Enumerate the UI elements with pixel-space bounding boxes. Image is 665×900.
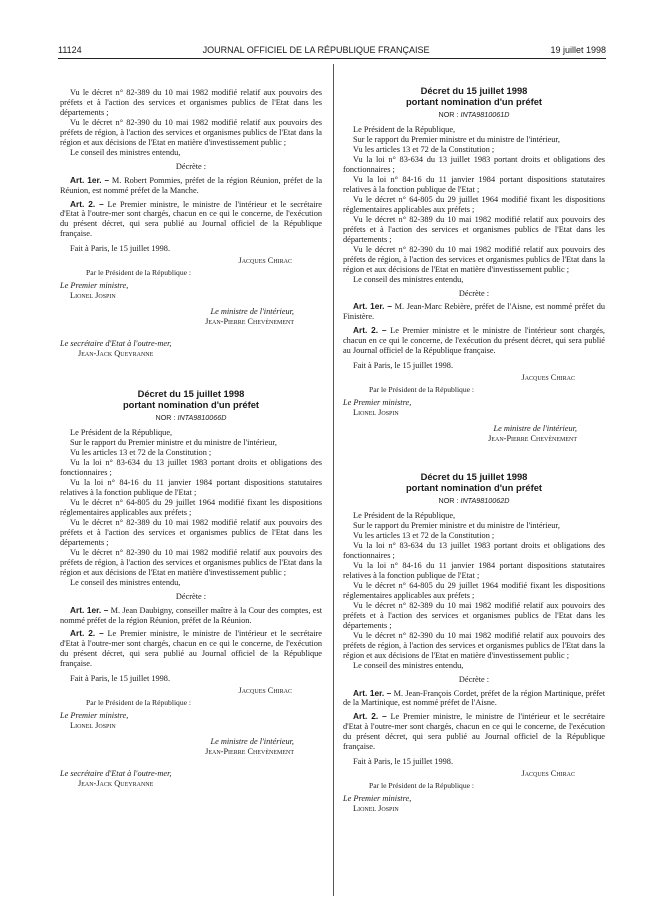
decree-para: Vu la loi n° 83-634 du 13 juillet 1983 portant droits et obligations des fonctionnaires ; <box>60 458 322 478</box>
decrete-label: Décrète : <box>175 161 207 171</box>
article-label: Art. 1er. – <box>353 687 392 698</box>
signer-title: Le Premier ministre, <box>343 398 412 408</box>
page-header <box>58 45 606 55</box>
minister-signature <box>60 307 294 327</box>
decree-title-line: portant nomination d'un préfet <box>405 95 543 107</box>
article-text: M. Robert Pommies, préfet de la région Réunion, préfet de la Réunion, est nommé préfet de la Manche. <box>60 175 323 195</box>
right-column <box>343 86 605 814</box>
signer-name: Jean-Pierre Chevènement <box>488 434 577 444</box>
article-text: Le Premier ministre, le ministre de l'intérieur et le secrétaire d'Etat à l'outre-mer sont chargés, chacun en ce qui le concerne, de l'exécution du présent décret, qui sera publié au Journal officiel de la République française. <box>60 629 322 669</box>
decree-para: Vu le décret n° 82-390 du 10 mai 1982 modifié relatif aux pouvoirs des préfets de région, à l'action des services et organismes publics de l'Etat dans la région et aux décisions de l'Etat en matière d'investissement public ; <box>60 547 322 577</box>
article-2 <box>343 712 605 752</box>
secretary-signature <box>60 339 322 359</box>
nor-label: NOR : <box>155 412 176 422</box>
decree-para: Sur le rapport du Premier ministre et du ministre de l'intérieur, <box>70 438 277 448</box>
signer-title: Le Premier ministre, <box>60 711 129 721</box>
page-number: 11124 <box>58 45 82 55</box>
article-1 <box>60 606 322 626</box>
article-text: Le Premier ministre et le ministre de l'intérieur sont chargés, chacun en ce qui le concerne, de l'exécution du présent décret, qui sera publié au Journal officiel de la République française. <box>343 326 605 356</box>
decree-para: Vu le décret n° 82-390 du 10 mai 1982 modifié relatif aux pouvoirs des préfets de région, à l'action des services et organismes publics de l'Etat dans la région et aux décisions de l'Etat en matière d'investissement public ; <box>343 244 605 274</box>
prime-minister-signature <box>60 281 322 301</box>
article-label: Art. 2. – <box>353 325 387 336</box>
article-label: Art. 1er. – <box>353 301 392 312</box>
decree-title <box>343 472 605 494</box>
par-le-president: Par le Président de la République : <box>369 385 475 395</box>
decree-title-line: portant nomination d'un préfet <box>122 398 260 410</box>
column-divider <box>333 64 334 896</box>
nor-label: NOR : <box>438 109 459 119</box>
decree-para: Vu le décret n° 82-389 du 10 mai 1982 modifié relatif aux pouvoirs des préfets et à l'action des services et organismes publics de l'Etat dans les départements ; <box>60 517 322 547</box>
decree-para: Vu la loi n° 84-16 du 11 janvier 1984 portant dispositions statutaires relatives à la fonction publique de l'Etat ; <box>343 175 605 194</box>
decree-para: Vu les articles 13 et 72 de la Constitution ; <box>70 448 212 458</box>
article-text: Le Premier ministre, le ministre de l'intérieur et le secrétaire d'Etat à l'outre-mer sont chargés, chacun en ce qui le concerne, de l'exécution du présent décret, qui sera publié au Journal officiel de la République française. <box>60 199 322 239</box>
decree-para: Vu la loi n° 84-16 du 11 janvier 1984 portant dispositions statutaires relatives à la fonction publique de l'Etat ; <box>343 561 605 581</box>
signer-title: Le secrétaire d'Etat à l'outre-mer, <box>60 339 172 349</box>
journal-title: JOURNAL OFFICIEL DE LA RÉPUBLIQUE FRANÇAISE <box>202 45 430 55</box>
article-label: Art. 2. – <box>70 628 104 639</box>
decree-para: Le Président de la République, <box>353 511 456 521</box>
decree-para: Sur le rapport du Premier ministre et du ministre de l'intérieur, <box>353 135 560 145</box>
signer-title: Le ministre de l'intérieur, <box>210 307 294 317</box>
article-2 <box>60 629 322 669</box>
header-rule <box>58 58 606 59</box>
decrete-label: Décrète : <box>458 674 490 684</box>
decree-para: Le conseil des ministres entendu, <box>70 577 181 587</box>
signer-title: Le Premier ministre, <box>60 281 129 291</box>
decree-para: Vu la loi n° 84-16 du 11 janvier 1984 portant dispositions statutaires relatives à la fonction publique de l'Etat ; <box>60 478 322 498</box>
par-le-president: Par le Président de la République : <box>86 698 192 708</box>
signer-name: Jean-Jack Queyranne <box>78 349 154 359</box>
signer-name: Jean-Pierre Chevènement <box>205 747 294 757</box>
nor-reference <box>343 497 605 506</box>
nor-code: INTA9810066D <box>177 412 227 422</box>
signer-title: Le Premier ministre, <box>343 794 412 804</box>
president-signature: Jacques Chirac <box>238 256 292 266</box>
article-label: Art. 1er. – <box>70 174 110 185</box>
left-column <box>60 88 322 789</box>
intro-para: Vu le décret n° 82-390 du 10 mai 1982 modifié relatif aux pouvoirs des préfets de région, à l'action des services et organismes publics de l'Etat dans la région et aux décisions de l'Etat en matière d'investissement public ; <box>60 117 322 147</box>
decree-title <box>343 86 605 108</box>
secretary-signature <box>60 769 322 789</box>
article-text: M. Jean Daubigny, conseiller maître à la Cour des comptes, est nommé préfet de la région Réunion, préfet de la Réunion. <box>60 605 322 625</box>
minister-signature <box>343 424 577 444</box>
signer-title: Le ministre de l'intérieur, <box>210 737 294 747</box>
article-1 <box>60 176 322 196</box>
par-le-president: Par le Président de la République : <box>86 268 192 278</box>
decree-title-line: portant nomination d'un préfet <box>405 481 543 493</box>
decree-title-line: Décret du 15 juillet 1998 <box>420 85 528 96</box>
intro-para: Le conseil des ministres entendu, <box>70 147 181 157</box>
decree-para: Le conseil des ministres entendu, <box>353 274 464 284</box>
decree-para: Vu le décret n° 82-389 du 10 mai 1982 modifié relatif aux pouvoirs des préfets et à l'action des services et organismes publics de l'Etat dans les départements ; <box>343 600 605 630</box>
article-text: M. Jean-François Cordet, préfet de la région Martinique, préfet de la Martinique, est nommé préfet de l'Aisne. <box>343 688 605 708</box>
decree-para: Le Président de la République, <box>70 428 173 438</box>
nor-code: INTA9810062D <box>460 495 510 505</box>
nor-label: NOR : <box>438 495 459 505</box>
fait-line: Fait à Paris, le 15 juillet 1998. <box>70 244 171 254</box>
par-le-president: Par le Président de la République : <box>369 781 475 791</box>
article-text: Le Premier ministre, le ministre de l'intérieur et le secrétaire d'Etat à l'outre-mer sont chargés, chacun en ce qui le concerne, de l'exécution du présent décret, qui sera publié au Journal officiel de la République française. <box>343 712 605 752</box>
signer-name: Lionel Jospin <box>353 408 399 418</box>
signer-title: Le ministre de l'intérieur, <box>493 424 577 434</box>
decrete-label: Décrète : <box>458 288 490 298</box>
decree-para: Vu le décret n° 82-389 du 10 mai 1982 modifié relatif aux pouvoirs des préfets et à l'action des services et organismes publics de l'Etat dans les départements ; <box>343 214 605 244</box>
signer-name: Lionel Jospin <box>70 721 116 731</box>
decree-para: Le Président de la République, <box>353 125 456 135</box>
decree-para: Vu le décret n° 64-805 du 29 juillet 1964 modifié fixant les dispositions réglementaires applicables aux préfets ; <box>343 194 605 214</box>
prime-minister-signature <box>60 711 322 731</box>
article-1 <box>343 302 605 322</box>
signer-name: Lionel Jospin <box>70 291 116 301</box>
minister-signature <box>60 737 294 757</box>
article-text: M. Jean-Marc Rebière, préfet de l'Aisne, est nommé préfet du Finistère. <box>343 302 605 322</box>
signer-name: Jean-Jack Queyranne <box>78 779 154 789</box>
prime-minister-signature <box>343 398 605 418</box>
fait-line: Fait à Paris, le 15 juillet 1998. <box>353 757 454 767</box>
president-signature: Jacques Chirac <box>521 769 575 779</box>
signer-name: Jean-Pierre Chevènement <box>205 317 294 327</box>
president-signature: Jacques Chirac <box>521 373 575 383</box>
article-2 <box>60 200 322 240</box>
decree-para: Le conseil des ministres entendu, <box>353 660 464 670</box>
intro-para: Vu le décret n° 82-389 du 10 mai 1982 modifié relatif aux pouvoirs des préfets et à l'action des services et organismes publics de l'Etat dans les départements ; <box>60 88 322 117</box>
nor-code: INTA9810061D <box>460 109 510 119</box>
decree-para: Vu les articles 13 et 72 de la Constitution ; <box>353 145 495 155</box>
article-label: Art. 2. – <box>353 711 387 722</box>
decree-para: Vu le décret n° 82-390 du 10 mai 1982 modifié relatif aux pouvoirs des préfets de région, à l'action des services et organismes publics de l'Etat dans la région et aux décisions de l'Etat en matière d'investissement public ; <box>343 630 605 660</box>
decree-para: Vu le décret n° 64-805 du 29 juillet 1964 modifié fixant les dispositions réglementaires applicables aux préfets ; <box>343 581 605 600</box>
signer-name: Lionel Jospin <box>353 804 399 814</box>
decree-title <box>60 389 322 411</box>
decree-para: Vu le décret n° 64-805 du 29 juillet 1964 modifié fixant les dispositions réglementaires applicables aux préfets ; <box>60 498 322 517</box>
signer-title: Le secrétaire d'Etat à l'outre-mer, <box>60 769 172 779</box>
article-label: Art. 2. – <box>70 198 104 209</box>
decree-title-line: Décret du 15 juillet 1998 <box>137 388 245 400</box>
decree-para: Vu les articles 13 et 72 de la Constitution ; <box>353 531 495 541</box>
fait-line: Fait à Paris, le 15 juillet 1998. <box>353 361 454 371</box>
article-1 <box>343 689 605 709</box>
president-signature: Jacques Chirac <box>238 686 292 696</box>
decree-title-line: Décret du 15 juillet 1998 <box>420 471 528 483</box>
nor-reference <box>60 414 322 423</box>
nor-reference <box>343 111 605 120</box>
decree-para: Vu la loi n° 83-634 du 13 juillet 1983 portant droits et obligations des fonctionnaires ; <box>343 541 605 561</box>
decrete-label: Décrète : <box>175 591 207 601</box>
issue-date: 19 juillet 1998 <box>550 45 606 55</box>
article-2 <box>343 326 605 356</box>
decree-para: Sur le rapport du Premier ministre et du ministre de l'intérieur, <box>353 521 560 531</box>
decree-para: Vu la loi n° 83-634 du 13 juillet 1983 portant droits et obligations des fonctionnaires ; <box>343 155 605 175</box>
prime-minister-signature <box>343 794 605 814</box>
article-label: Art. 1er. – <box>70 604 109 615</box>
fait-line: Fait à Paris, le 15 juillet 1998. <box>70 674 171 684</box>
